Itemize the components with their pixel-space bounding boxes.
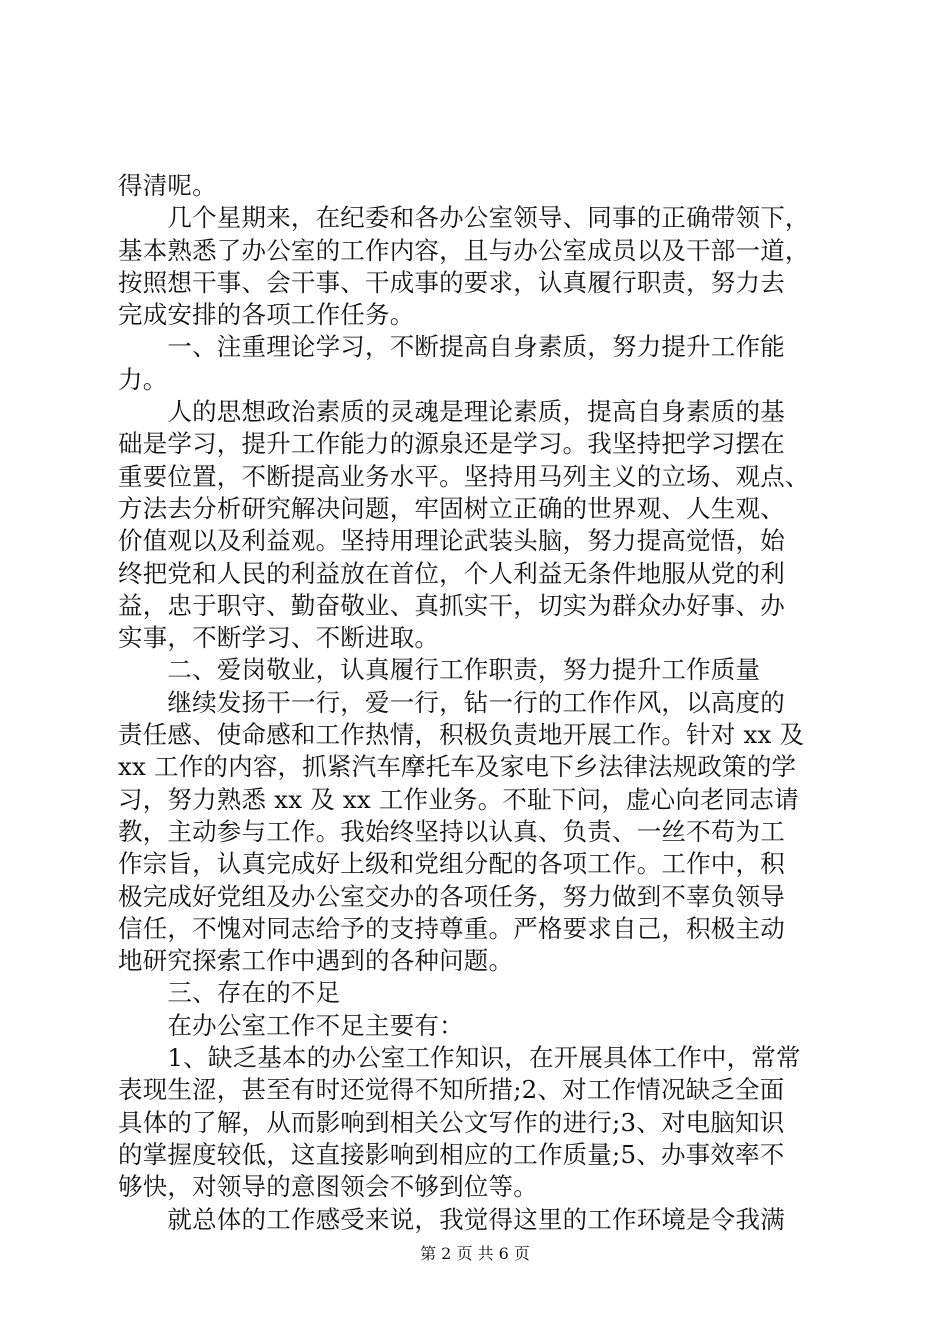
- text-line: 够快，对领导的意图领会不够到位等。: [118, 1172, 538, 1202]
- text-line: 基本熟悉了办公室的工作内容，且与办公室成员以及干部一道，: [118, 235, 810, 265]
- text-line: 1、缺乏基本的办公室工作知识，在开展具体工作中，常常: [118, 1043, 801, 1073]
- text-line: 就总体的工作感受来说，我觉得这里的工作环境是令我满: [118, 1204, 785, 1234]
- text-line: 习，努力熟悉 xx 及 xx 工作业务。不耻下问，虚心向老同志请: [118, 784, 799, 814]
- text-line: 极完成好党组及办公室交办的各项任务，努力做到不辜负领导: [118, 881, 785, 911]
- body-text: [118, 170, 838, 1236]
- text-line: 按照想干事、会干事、干成事的要求，认真履行职责，努力去: [118, 267, 785, 297]
- text-line: 继续发扬干一行，爱一行，钻一行的工作作风，以高度的: [118, 687, 785, 717]
- text-line: 信任，不愧对同志给予的支持尊重。严格要求自己，积极主动: [118, 913, 785, 943]
- text-line: 三、存在的不足: [118, 978, 341, 1008]
- text-line: 具体的了解，从而影响到相关公文写作的进行;3、对电脑知识: [118, 1107, 785, 1137]
- text-line: 几个星期来，在纪委和各办公室领导、同事的正确带领下，: [118, 203, 810, 233]
- text-line: 完成安排的各项工作任务。: [118, 300, 415, 330]
- text-line: 在办公室工作不足主要有：: [118, 1010, 464, 1040]
- text-line: 础是学习，提升工作能力的源泉还是学习。我坚持把学习摆在: [118, 429, 785, 459]
- text-line: 地研究探索工作中遇到的各种问题。: [118, 946, 514, 976]
- text-line: 表现生涩，甚至有时还觉得不知所措;2、对工作情况缺乏全面: [118, 1075, 785, 1105]
- page-footer: 第 2 页 共 6 页: [420, 1244, 530, 1263]
- text-line: 价值观以及利益观。坚持用理论武装头脑，努力提高觉悟，始: [118, 526, 785, 556]
- text-line: 人的思想政治素质的灵魂是理论素质，提高自身素质的基: [118, 397, 785, 427]
- text-line: 方法去分析研究解决问题，牢固树立正确的世界观、人生观、: [118, 493, 785, 523]
- text-line: 实事，不断学习、不断进取。: [118, 623, 440, 653]
- text-line: 的掌握度较低，这直接影响到相应的工作质量;5、办事效率不: [118, 1139, 785, 1169]
- text-line: 一、注重理论学习，不断提高自身素质，努力提升工作能: [118, 332, 785, 362]
- text-line: 二、爱岗敬业，认真履行工作职责，努力提升工作质量: [118, 655, 761, 685]
- text-line: 重要位置，不断提高业务水平。坚持用马列主义的立场、观点、: [118, 461, 810, 491]
- text-line: 教，主动参与工作。我始终坚持以认真、负责、一丝不苟为工: [118, 816, 785, 846]
- text-line: 责任感、使命感和工作热情，积极负责地开展工作。针对 xx 及: [118, 720, 805, 750]
- text-line: 益，忠于职守、勤奋敬业、真抓实干，切实为群众办好事、办: [118, 590, 785, 620]
- text-line: 得清呢。: [118, 171, 217, 200]
- text-line: xx 工作的内容，抓紧汽车摩托车及家电下乡法律法规政策的学: [118, 752, 797, 782]
- text-line: 终把党和人民的利益放在首位，个人利益无条件地服从党的利: [118, 558, 785, 588]
- text-line: 作宗旨，认真完成好上级和党组分配的各项工作。工作中，积: [118, 849, 785, 879]
- text-line: 力。: [118, 364, 168, 394]
